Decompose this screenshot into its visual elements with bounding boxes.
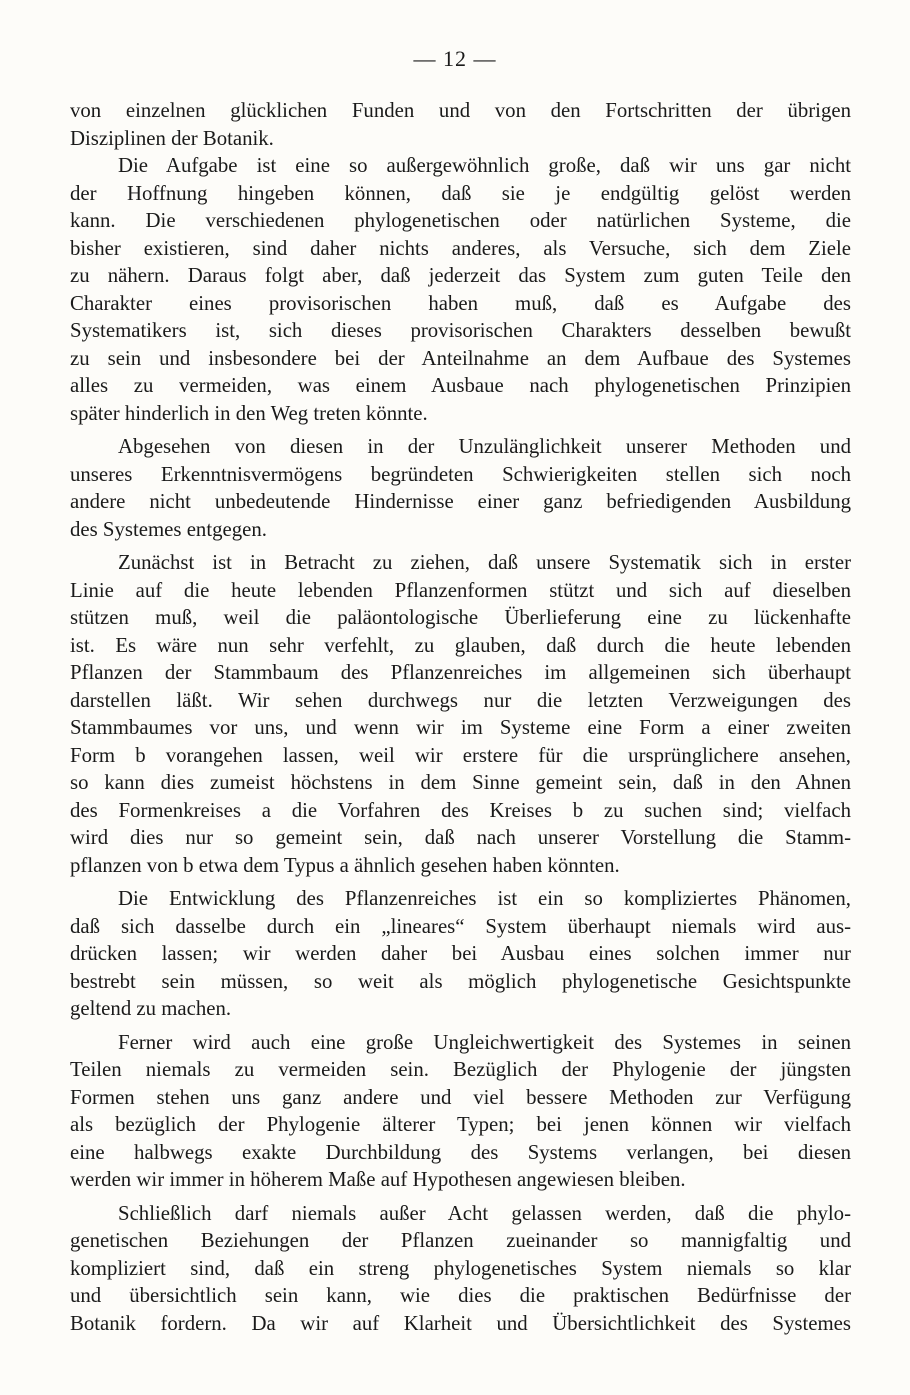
paragraph (70, 885, 851, 1023)
text-line: zu nähern. Daraus folgt aber, daß jederzeit das System zum guten Teile den (70, 264, 851, 287)
text-line: Stammbaumes vor uns, und wenn wir im Systeme eine Form a einer zweiten (70, 716, 851, 739)
text-line: Disziplinen der Botanik. (70, 126, 274, 150)
text-line: alles zu vermeiden, was einem Ausbaue nach phylogenetischen Prinzipien (70, 374, 851, 397)
text-line: des Formenkreises a die Vorfahren des Kreises b zu suchen sind; vielfach (70, 798, 851, 822)
paragraph (70, 97, 851, 152)
text-line: Die Entwicklung des Pflanzenreiches ist ein so kompliziertes Phänomen, (118, 887, 851, 910)
page-number: — 12 — (413, 46, 497, 71)
body-text (70, 97, 851, 1337)
text-line: Charakter eines provisorischen haben muß, daß es Aufgabe des (70, 291, 851, 315)
text-line: werden wir immer in höherem Maße auf Hypothesen angewiesen bleiben. (70, 1168, 686, 1191)
text-line: und übersichtlich sein kann, wie dies die praktischen Bedürfnisse der (70, 1284, 851, 1307)
text-line: kann. Die verschiedenen phylogenetischen oder natürlichen Systeme, die (70, 209, 851, 232)
paragraph (70, 549, 851, 879)
text-line: Schließlich darf niemals außer Acht gelassen werden, daß die phylo- (118, 1201, 851, 1225)
paragraph (70, 1029, 851, 1194)
text-line: Die Aufgabe ist eine so außergewöhnlich große, daß wir uns gar nicht (118, 154, 851, 177)
text-line: wird dies nur so gemeint sein, daß nach unserer Vorstellung die Stamm- (70, 826, 851, 849)
text-line: daß sich dasselbe durch ein „lineares“ System überhaupt niemals wird aus- (70, 914, 851, 938)
text-line: geltend zu machen. (70, 997, 232, 1020)
paragraph (70, 152, 851, 427)
text-line: pflanzen von b etwa dem Typus a ähnlich gesehen haben könnten. (70, 853, 620, 877)
text-line: bisher existieren, sind daher nichts anderes, als Versuche, sich dem Ziele (70, 236, 851, 260)
text-line: als bezüglich der Phylogenie älterer Typen; bei jenen können wir vielfach (70, 1113, 851, 1136)
paragraph (70, 433, 851, 543)
text-line: von einzelnen glücklichen Funden und von den Fortschritten der übrigen (70, 99, 851, 122)
paragraph (70, 1200, 851, 1338)
text-line: darstellen läßt. Wir sehen durchwegs nur die letzten Verzweigungen des (70, 688, 851, 712)
text-line: Pflanzen der Stammbaum des Pflanzenreiches im allgemeinen sich überhaupt (70, 661, 851, 684)
text-line: des Systemes entgegen. (70, 517, 267, 541)
text-line: genetischen Beziehungen der Pflanzen zueinander so mannigfaltig und (70, 1229, 851, 1252)
text-line: Ferner wird auch eine große Ungleichwertigkeit des Systemes in seinen (118, 1030, 851, 1054)
text-line: stützen muß, weil die paläontologische Überlieferung eine zu lückenhafte (70, 606, 851, 629)
text-line: so kann dies zumeist höchstens in dem Sinne gemeint sein, daß in den Ahnen (70, 771, 851, 794)
text-line: Botanik fordern. Da wir auf Klarheit und Übersichtlichkeit des Systemes (70, 1311, 851, 1335)
text-line: Form b vorangehen lassen, weil wir erstere für die ursprünglichere ansehen, (70, 743, 851, 767)
text-line: zu sein und insbesondere bei der Anteilnahme an dem Aufbaue des Systemes (70, 346, 851, 370)
text-line: Zunächst ist in Betracht zu ziehen, daß unsere Systematik sich in erster (118, 551, 851, 574)
text-line: Systematikers ist, sich dieses provisorischen Charakters desselben bewußt (70, 319, 851, 342)
text-line: Teilen niemals zu vermeiden sein. Bezüglich der Phylogenie der jüngsten (70, 1058, 851, 1081)
text-line: unseres Erkenntnisvermögens begründeten Schwierigkeiten stellen sich noch (70, 462, 851, 486)
text-line: drücken lassen; wir werden daher bei Ausbau eines solchen immer nur (70, 942, 851, 965)
text-line: Linie auf die heute lebenden Pflanzenformen stützt und sich auf dieselben (70, 578, 851, 602)
text-line: Abgesehen von diesen in der Unzulänglichkeit unserer Methoden und (118, 435, 851, 458)
text-line: Formen stehen uns ganz andere und viel bessere Methoden zur Verfügung (70, 1085, 851, 1109)
text-line: kompliziert sind, daß ein streng phylogenetisches System niemals so klar (70, 1256, 851, 1280)
text-line: später hinderlich in den Weg treten könnte. (70, 401, 428, 425)
text-line: andere nicht unbedeutende Hindernisse einer ganz befriedigenden Ausbildung (70, 490, 851, 513)
text-line: der Hoffnung hingeben können, daß sie je endgültig gelöst werden (70, 181, 851, 205)
text-line: ist. Es wäre nun sehr verfehlt, zu glauben, daß durch die heute lebenden (70, 633, 851, 657)
text-line: eine halbwegs exakte Durchbildung des Systems verlangen, bei diesen (70, 1140, 851, 1164)
text-line: bestrebt sein müssen, so weit als möglich phylogenetische Gesichtspunkte (70, 969, 851, 993)
